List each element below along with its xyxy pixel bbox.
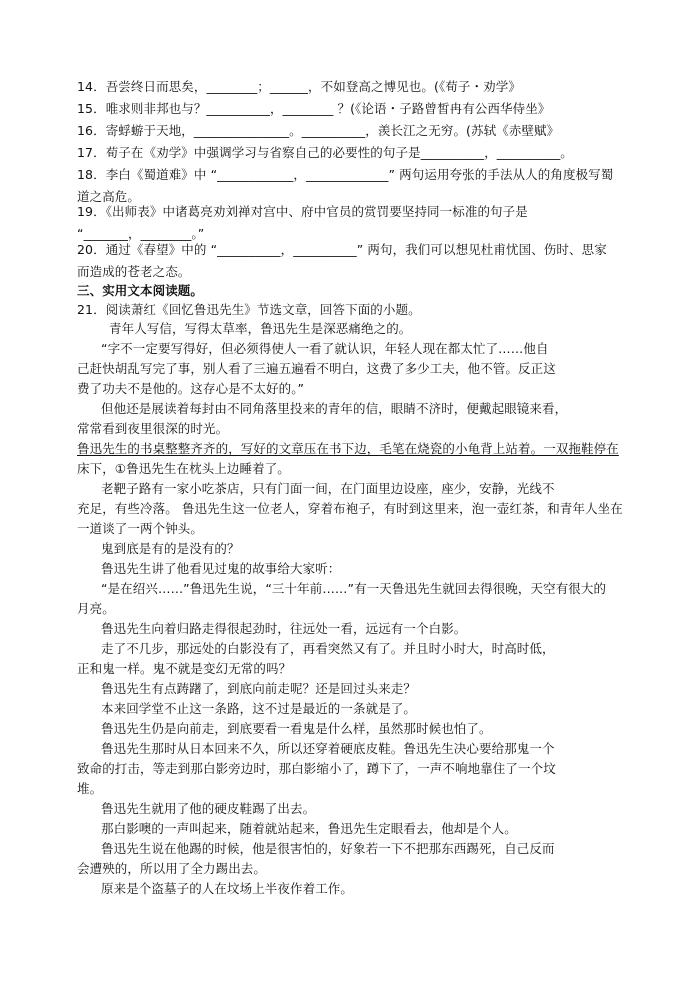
passage-line: 走了不几步，那远处的白影没有了，再看突然又有了。并且时小时大，时高时低， [101, 641, 555, 656]
passage-line: “是在绍兴……”鲁迅先生说，“三十年前……”有一天鲁迅先生就回去得很晚，天空有很大的 [101, 581, 607, 596]
question-19-line2: “_______，________。” [77, 226, 205, 241]
question-16: 16．寄蜉蝣于天地，_______________。__________，羡长江之无穷。(苏轼《赤壁赋》 [77, 123, 560, 138]
passage-line: 鬼到底是有的是没有的？ [101, 541, 240, 556]
passage-line: 一道谈了一两个钟头。 [77, 521, 204, 536]
passage-line: 己赶快胡乱写完了事，别人看了三遍五遍看不明白，这费了多少工夫，他不管。反正这 [77, 361, 556, 376]
passage-line: 鲁迅先生仍是向前走，到底要看一看鬼是什么样，虽然那时候也怕了。 [101, 721, 492, 736]
passage-line: 鲁迅先生有点踌躇了，到底向前走呢？还是回过头来走？ [101, 681, 417, 696]
passage-line: 致命的打击，等走到那白影旁边时，那白影缩小了，蹲下了，一声不响地靠住了一个坟 [77, 761, 556, 776]
question-20-line2: 而造成的苍老之态。 [77, 264, 191, 279]
passage-line: 本来回学堂不止这一条路，这不过是最近的一条就是了。 [101, 701, 417, 716]
question-14: 14．吾尝终日而思矣，________；______，不如登高之博见也。(《荀子・劝学》 [77, 79, 521, 94]
passage-line: 月亮。 [77, 601, 115, 616]
underlined-passage-line: 鲁迅先生的书桌整整齐齐的，写好的文章压在书下边，毛笔在烧瓷的小龟背上站着。一双拖鞋停在 [77, 441, 619, 456]
passage-line: 正和鬼一样。鬼不就是变幻无常的吗？ [77, 661, 292, 676]
section-heading: 三、实用文本阅读题。 [77, 283, 204, 298]
passage-line: 常常看到夜里很深的时光。 [77, 421, 229, 436]
passage-line: 老靶子路有一家小吃茶店，只有门面一间，在门面里边设座，座少，安静，光线不 [101, 481, 555, 496]
passage-line: 那白影噢的一声叫起来，随着就站起来，鲁迅先生定眼看去，他却是个人。 [101, 821, 517, 836]
question-18-line2: 道之高危。 [77, 189, 141, 204]
passage-line: 鲁迅先生说在他踢的时候，他是很害怕的，好象若一下不把那东西踢死，自己反而 [101, 841, 555, 856]
passage-line: 堆。 [77, 781, 103, 796]
passage-line: 床下，①鲁迅先生在枕头上边睡着了。 [77, 461, 290, 476]
passage-line: 原来是个盗墓子的人在坟场上半夜作着工作。 [101, 881, 354, 896]
question-21-intro: 21．阅读萧红《回忆鲁迅先生》节选文章，回答下面的小题。 [77, 302, 421, 317]
question-20-line1: 20．通过《春望》中的 “__________，__________” 两句，我们可以想见杜甫忧国、伤时、思家 [77, 242, 607, 257]
passage-line: 费了功夫不是他的。这存心是不太好的。” [77, 381, 305, 396]
passage-line: “字不一定要写得好，但必须得使人一看了就认识，年轻人现在都太忙了……他自 [101, 341, 549, 356]
question-15: 15．唯求则非邦也与？__________，________ ？(《论语・子路曾皙冉有公西华侍坐》 [77, 101, 551, 116]
passage-line: 鲁迅先生讲了他看见过鬼的故事给大家听： [101, 561, 341, 576]
passage-line: 充足，有些冷落。 鲁迅先生这一位老人，穿着布袍子，有时到这里来，泡一壶红茶，和青年人坐在 [77, 501, 623, 516]
passage-line: 但他还是展读着每封由不同角落里投来的青年的信，眼睛不济时，便戴起眼镜来看， [101, 401, 568, 416]
passage-line: 会遭殃的，所以用了全力踢出去。 [77, 861, 267, 876]
question-19-line1: 19．《出师表》中诸葛亮劝刘禅对宫中、府中官员的赏罚要坚持同一标准的句子是 [77, 204, 528, 219]
passage-line: 青年人写信，写得太草率，鲁迅先生是深恶痛绝之的。 [109, 321, 412, 336]
question-18-line1: 18．李白《蜀道难》中 “____________，_____________” 两句运用夸张的手法从人的角度极写蜀 [77, 167, 614, 182]
passage-line: 鲁迅先生向着归路走得很起劲时，往远处一看，远远有一个白影。 [101, 621, 467, 636]
passage-line: 鲁迅先生就用了他的硬皮鞋踢了出去。 [101, 801, 316, 816]
passage-line: 鲁迅先生那时从日本回来不久，所以还穿着硬底皮鞋。鲁迅先生决心要给那鬼一个 [101, 741, 555, 756]
question-17: 17．荀子在《劝学》中强调学习与省察自己的必要性的句子是__________，__________。 [77, 145, 573, 160]
